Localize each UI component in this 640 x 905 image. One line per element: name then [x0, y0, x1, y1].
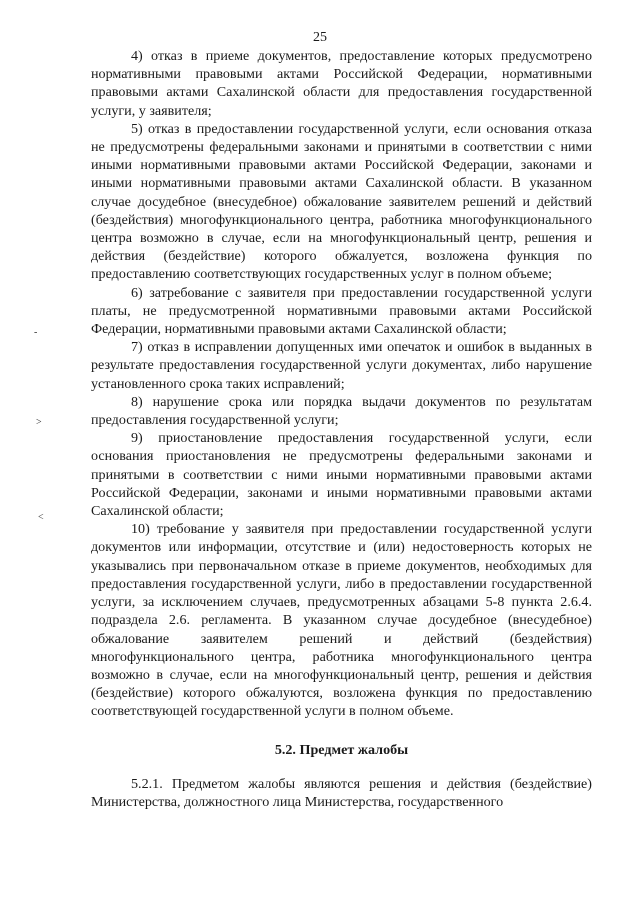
- list-item-9: 9) приостановление предоставления государственной услуги, если основания приостановления не предусмотрены федеральными законами и принятыми в соответствии с ними иными нормативными правовыми актами Российской Федерации, законами и иными нормативными правовыми актами Сахалинской области;: [91, 430, 592, 520]
- document-body: [91, 47, 592, 811]
- section-heading: 5.2. Предмет жалобы: [274, 741, 409, 758]
- list-item-6: 6) затребование с заявителя при предоставлении государственной услуги платы, не предусмотренной нормативными правовыми актами Российской Федерации, нормативными правовыми актами Сахалинской области;: [91, 284, 592, 338]
- list-item-7: 7) отказ в исправлении допущенных ими опечаток и ошибок в выданных в результате предоставления государственной услуги документах, либо нарушение установленного срока таких исправлений;: [91, 339, 592, 392]
- list-item-5: 5) отказ в предоставлении государственной услуги, если основания отказа не предусмотрены федеральными законами и принятыми в соответствии с ними иными нормативными правовыми актами Российской Федерации, законами и иными нормативными правовыми актами Сахалинской области. В указанном случае досудебное (внесудебное) обжалование заявителем решений и действий (бездействия) многофункционального центра, работника многофункционального центра возможно в случае, если на многофункциональный центр, решения и действия (бездействие) которого обжалуется, возложена функция по предоставлению соответствующих государственных услуг в полном объеме;: [91, 120, 592, 283]
- section-paragraph: 5.2.1. Предметом жалобы являются решения и действия (бездействие) Министерства, должностного лица Министерства, государственного: [91, 775, 592, 810]
- list-item-4: 4) отказ в приеме документов, предоставление которых предусмотрено нормативными правовыми актами Российской Федерации, нормативными правовыми актами Сахалинской области для предоставления государственной услуги, у заявителя;: [91, 48, 592, 119]
- margin-mark: ˃: [36, 417, 42, 428]
- page-number: 25: [313, 30, 327, 45]
- list-item-8: 8) нарушение срока или порядка выдачи документов по результатам предоставления государственной услуги;: [91, 393, 592, 429]
- list-item-10: 10) требование у заявителя при предоставлении государственной услуги документов или информации, отсутствие и (или) недостоверность которых не указывались при первоначальном отказе в приеме документов, необходимых для предоставления государственной услуги, либо в предоставлении государственной услуги, за исключением случаев, предусмотренных абзацами 5-8 пункта 2.6.4. подраздела 2.6. регламента. В указанном случае досудебное (внесудебное) обжалование заявителем решений и действий (бездействия) многофункционального центра, работника многофункционального центра возможно в случае, если на многофункциональный центр, решения и действия (бездействие) которого обжалуются, возложена функция по предоставлению соответствующей государственной услуги в полном объеме.: [91, 521, 592, 720]
- margin-mark: ˂: [38, 512, 44, 523]
- margin-mark: -: [34, 327, 38, 338]
